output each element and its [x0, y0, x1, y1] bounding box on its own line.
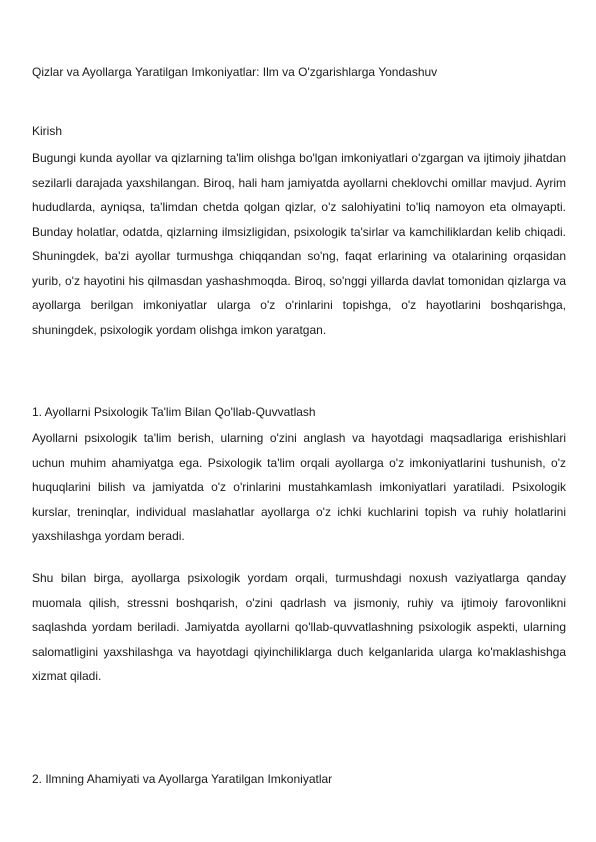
section-heading-1: 1. Ayollarni Psixologik Ta'lim Bilan Qo'llab-Quvvatlash	[32, 405, 316, 419]
section-heading-2: 2. Ilmning Ahamiyati va Ayollarga Yaratilgan Imkoniyatlar	[32, 772, 333, 786]
intro-paragraph: Bugungi kunda ayollar va qizlarning ta'lim olishga bo'lgan imkoniyatlari o'zgargan va ijtimoiy jihatdan sezilarli darajada yaxshilangan. Biroq, hali ham jamiyatda ayollarni cheklovchi omillar mavjud. Ayrim hududlarda, ayniqsa, ta'limdan chetda qolgan qizlar, o'z salohiyatini to'liq namoyon eta olmayapti. Bunday holatlar, odatda, qizlarning ilmsizligidan, psixologik ta'sirlar va kamchiliklardan kelib chiqadi. Shuningdek, ba'zi ayollar turmushga chiqqandan so'ng, faqat erlarining va otalarining orqasidan yurib, o'z hayotini his qilmasdan yashashmoqda. Biroq, so'nggi yillarda davlat tomonidan qizlarga va ayollarga berilgan imkoniyatlar ularga o'z o'rinlarini topishga, o'z hayotlarini boshqarishga, shuningdek, psixologik yordam olishga imkon yaratgan.	[32, 151, 566, 337]
section-1-paragraph-1: Ayollarni psixologik ta'lim berish, ularning o'zini anglash va hayotdagi maqsadlariga erishishlari uchun muhim ahamiyatga ega. Psixologik ta'lim orqali ayollarga o'z imkoniyatlarini tushunish, o'z huquqlarini bilish va jamiyatda o'z o'rinlarini mustahkamlash imkoniyatlari yaratiladi. Psixologik kurslar, treninqlar, individual maslahatlar ayollarga o'z ichki kuchlarini topish va ruhiy holatlarini yaxshilashga yordam beradi.	[32, 431, 566, 543]
section-1-paragraph-2: Shu bilan birga, ayollarga psixologik yordam orqali, turmushdagi noxush vaziyatlarga qanday muomala qilish, stressni boshqarish, o'zini qadrlash va jismoniy, ruhiy va ijtimoiy farovonlikni saqlashda yordam beriladi. Jamiyatda ayollarni qo'llab-quvvatlashning psixologik aspekti, ularning salomatligini yaxshilashga va hayotdagi qiyinchiliklarga duch kelganlarida ularga ko'maklashishga xizmat qiladi.	[32, 571, 566, 683]
section-heading-intro: Kirish	[32, 124, 63, 138]
document-title: Qizlar va Ayollarga Yaratilgan Imkoniyatlar: Ilm va O'zgarishlarga Yondashuv	[32, 65, 438, 79]
